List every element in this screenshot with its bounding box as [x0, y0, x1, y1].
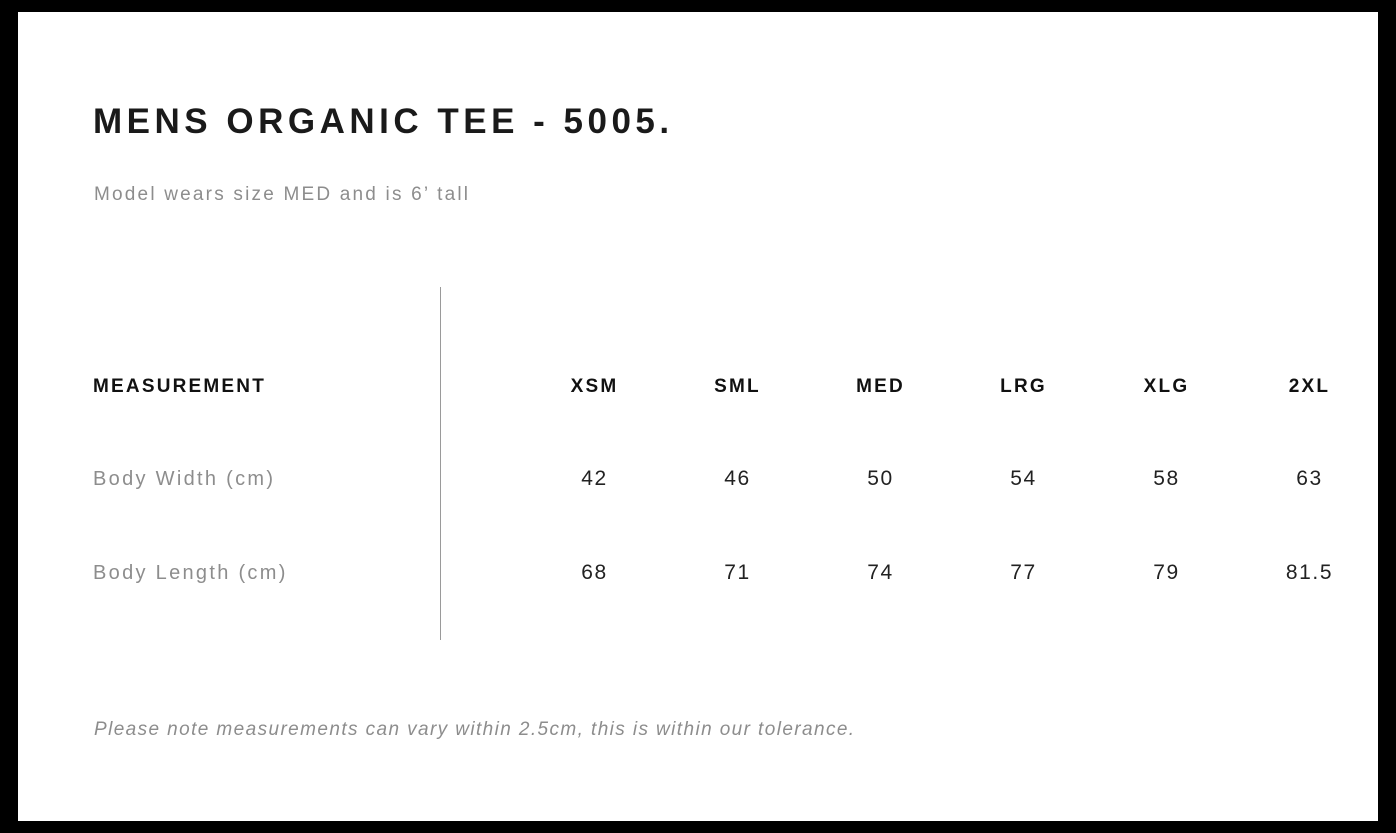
column-header-xsm: XSM	[570, 376, 619, 397]
cell-body-length-med: 74	[867, 561, 894, 584]
column-header-measurement: MEASUREMENT	[93, 376, 267, 397]
cell-body-width-lrg: 54	[1010, 467, 1037, 490]
table-row	[93, 432, 1381, 526]
row-label-body-width: Body Width (cm)	[93, 467, 276, 490]
column-header-sml: SML	[714, 376, 761, 397]
cell-body-length-sml: 71	[724, 561, 751, 584]
cell-body-length-lrg: 77	[1010, 561, 1037, 584]
column-header-2xl: 2XL	[1288, 376, 1331, 397]
cell-body-width-sml: 46	[724, 467, 751, 490]
tolerance-note: Please note measurements can vary within 2.5cm, this is within our tolerance.	[94, 719, 856, 740]
table-row	[93, 526, 1381, 620]
column-header-xlg: XLG	[1143, 376, 1190, 397]
row-label-body-length: Body Length (cm)	[93, 561, 288, 584]
page-subtitle: Model wears size MED and is 6’ tall	[94, 184, 471, 205]
cell-body-length-2xl: 81.5	[1285, 561, 1334, 584]
cell-body-width-xsm: 42	[581, 467, 608, 490]
cell-body-length-xlg: 79	[1153, 561, 1180, 584]
column-header-lrg: LRG	[1000, 376, 1047, 397]
size-chart-content	[18, 12, 1378, 821]
size-chart-page	[18, 12, 1378, 821]
table-header-row	[93, 342, 1381, 432]
cell-body-width-2xl: 63	[1296, 467, 1323, 490]
column-header-med: MED	[856, 376, 905, 397]
page-title: MENS ORGANIC TEE - 5005.	[93, 102, 674, 141]
size-table	[93, 342, 1381, 620]
cell-body-length-xsm: 68	[581, 561, 608, 584]
cell-body-width-med: 50	[867, 467, 894, 490]
cell-body-width-xlg: 58	[1153, 467, 1180, 490]
